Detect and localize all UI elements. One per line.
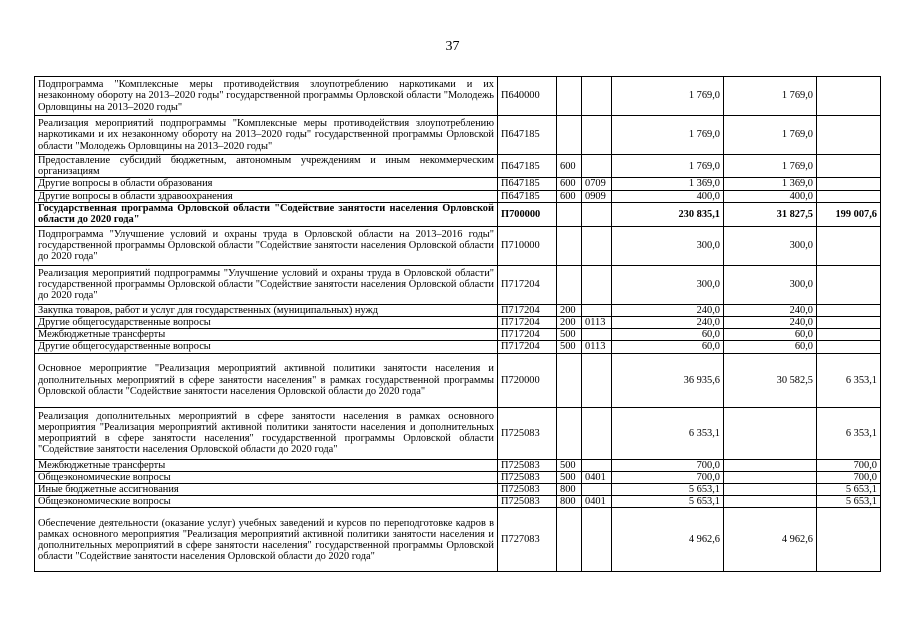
row-amount-federal [817, 226, 881, 265]
row-amount-total: 1 369,0 [612, 178, 724, 190]
row-amount-total: 300,0 [612, 226, 724, 265]
row-name: Общеэкономические вопросы [35, 496, 498, 508]
row-code: П647185 [498, 178, 557, 190]
row-section-code: 0113 [582, 317, 612, 329]
row-amount-total: 400,0 [612, 190, 724, 202]
row-expense-type [557, 77, 582, 116]
table-row [35, 329, 881, 341]
row-section-code [582, 226, 612, 265]
table-row [35, 341, 881, 353]
row-expense-type [557, 226, 582, 265]
row-expense-type: 500 [557, 341, 582, 353]
row-amount-regional: 400,0 [724, 190, 817, 202]
row-code: П717204 [498, 265, 557, 304]
row-amount-federal [817, 329, 881, 341]
table-row [35, 265, 881, 304]
table-row [35, 459, 881, 471]
row-amount-total: 230 835,1 [612, 202, 724, 226]
row-expense-type: 800 [557, 484, 582, 496]
row-section-code [582, 77, 612, 116]
row-code: П717204 [498, 341, 557, 353]
row-amount-regional [724, 496, 817, 508]
row-amount-regional: 1 769,0 [724, 116, 817, 155]
row-amount-total: 60,0 [612, 329, 724, 341]
row-amount-federal: 5 653,1 [817, 484, 881, 496]
row-name: Закупка товаров, работ и услуг для государственных (муниципальных) нужд [35, 304, 498, 316]
row-amount-total: 700,0 [612, 471, 724, 483]
row-amount-regional: 1 369,0 [724, 178, 817, 190]
table-row [35, 77, 881, 116]
table-row [35, 155, 881, 178]
row-section-code [582, 459, 612, 471]
row-amount-regional: 1 769,0 [724, 77, 817, 116]
row-expense-type [557, 508, 582, 572]
row-section-code [582, 265, 612, 304]
row-amount-total: 300,0 [612, 265, 724, 304]
row-code: П647185 [498, 155, 557, 178]
row-amount-total: 1 769,0 [612, 155, 724, 178]
row-amount-total: 240,0 [612, 304, 724, 316]
row-amount-federal [817, 265, 881, 304]
row-expense-type: 500 [557, 329, 582, 341]
row-amount-regional: 1 769,0 [724, 155, 817, 178]
row-amount-total: 6 353,1 [612, 407, 724, 459]
row-section-code [582, 304, 612, 316]
row-code: П717204 [498, 304, 557, 316]
row-amount-regional: 240,0 [724, 304, 817, 316]
row-name: Другие общегосударственные вопросы [35, 341, 498, 353]
row-amount-federal: 6 353,1 [817, 407, 881, 459]
row-expense-type: 600 [557, 155, 582, 178]
row-amount-total: 1 769,0 [612, 116, 724, 155]
row-section-code [582, 353, 612, 407]
row-amount-federal: 5 653,1 [817, 496, 881, 508]
row-expense-type [557, 116, 582, 155]
row-section-code: 0401 [582, 496, 612, 508]
row-code: П647185 [498, 190, 557, 202]
row-code: П717204 [498, 317, 557, 329]
row-name: Общеэкономические вопросы [35, 471, 498, 483]
row-expense-type [557, 265, 582, 304]
row-name: Межбюджетные трансферты [35, 329, 498, 341]
row-amount-regional [724, 459, 817, 471]
table-row [35, 508, 881, 572]
row-amount-federal [817, 155, 881, 178]
row-amount-regional: 300,0 [724, 265, 817, 304]
row-name: Другие общегосударственные вопросы [35, 317, 498, 329]
table-row [35, 304, 881, 316]
row-amount-federal [817, 178, 881, 190]
row-amount-federal: 700,0 [817, 459, 881, 471]
table-row [35, 407, 881, 459]
row-amount-regional: 60,0 [724, 341, 817, 353]
row-amount-federal: 700,0 [817, 471, 881, 483]
row-section-code [582, 508, 612, 572]
row-name: Реализация дополнительных мероприятий в сфере занятости населения в рамках основного мероприятия "Реализация мероприятий активной политики занятости населения и дополнительных мероприятий в сфере занятости населения" государственной программы Орловской области "Содействие занятости населения Орловской области до 2020 года" [35, 407, 498, 459]
row-section-code [582, 484, 612, 496]
row-amount-regional: 4 962,6 [724, 508, 817, 572]
budget-table [34, 76, 881, 572]
row-amount-federal: 6 353,1 [817, 353, 881, 407]
row-amount-federal [817, 304, 881, 316]
row-amount-regional: 240,0 [724, 317, 817, 329]
row-amount-regional [724, 484, 817, 496]
row-expense-type: 600 [557, 190, 582, 202]
row-name: Другие вопросы в области образования [35, 178, 498, 190]
row-section-code [582, 155, 612, 178]
table-body [35, 77, 881, 572]
table-row [35, 202, 881, 226]
row-amount-federal [817, 116, 881, 155]
row-code: П647185 [498, 116, 557, 155]
row-code: П720000 [498, 353, 557, 407]
row-expense-type: 200 [557, 304, 582, 316]
row-name: Другие вопросы в области здравоохранения [35, 190, 498, 202]
row-section-code [582, 329, 612, 341]
row-amount-regional: 60,0 [724, 329, 817, 341]
row-name: Межбюджетные трансферты [35, 459, 498, 471]
row-amount-federal [817, 508, 881, 572]
table-row [35, 496, 881, 508]
row-name: Государственная программа Орловской области "Содействие занятости населения Орловской области до 2020 года" [35, 202, 498, 226]
row-name: Предоставление субсидий бюджетным, автономным учреждениям и иным некоммерческим организациям [35, 155, 498, 178]
row-amount-total: 1 769,0 [612, 77, 724, 116]
row-amount-federal [817, 341, 881, 353]
row-amount-total: 700,0 [612, 459, 724, 471]
row-amount-regional [724, 407, 817, 459]
table-row [35, 116, 881, 155]
table-row [35, 226, 881, 265]
row-amount-regional: 30 582,5 [724, 353, 817, 407]
row-section-code [582, 202, 612, 226]
row-code: П640000 [498, 77, 557, 116]
table-row [35, 353, 881, 407]
row-expense-type [557, 407, 582, 459]
row-expense-type [557, 202, 582, 226]
row-section-code: 0401 [582, 471, 612, 483]
row-name: Реализация мероприятий подпрограммы "Комплексные меры противодействия злоупотреблению наркотиками и их незаконному обороту на 2013–2020 годы" государственной программы Орловской области "Молодежь Орловщины на 2013–2020 годы" [35, 116, 498, 155]
table-row [35, 178, 881, 190]
table-row [35, 471, 881, 483]
row-name: Подпрограмма "Комплексные меры противодействия злоупотреблению наркотиками и их незаконному обороту на 2013–2020 годы" государственной программы Орловской области "Молодежь Орловщины на 2013–2020 годы" [35, 77, 498, 116]
page-number: 37 [445, 39, 460, 54]
table-row [35, 317, 881, 329]
table-row [35, 484, 881, 496]
row-section-code [582, 407, 612, 459]
row-amount-regional [724, 471, 817, 483]
row-amount-total: 5 653,1 [612, 496, 724, 508]
row-name: Основное мероприятие "Реализация мероприятий активной политики занятости населения и дополнительных мероприятий в сфере занятости населения" в рамках государственной программы Орловской области "Содействие занятости населения Орловской области до 2020 года" [35, 353, 498, 407]
row-name: Иные бюджетные ассигнования [35, 484, 498, 496]
row-amount-total: 5 653,1 [612, 484, 724, 496]
row-section-code: 0113 [582, 341, 612, 353]
row-code: П725083 [498, 407, 557, 459]
row-expense-type [557, 353, 582, 407]
row-expense-type: 200 [557, 317, 582, 329]
row-code: П717204 [498, 329, 557, 341]
row-expense-type: 800 [557, 496, 582, 508]
row-name: Подпрограмма "Улучшение условий и охраны труда в Орловской области на 2013–2016 годы" государственной программы Орловской области "Содействие занятости населения Орловской области до 2020 года" [35, 226, 498, 265]
row-amount-total: 4 962,6 [612, 508, 724, 572]
row-amount-regional: 300,0 [724, 226, 817, 265]
row-amount-federal: 199 007,6 [817, 202, 881, 226]
row-expense-type: 500 [557, 471, 582, 483]
table-row [35, 190, 881, 202]
row-expense-type: 600 [557, 178, 582, 190]
row-code: П700000 [498, 202, 557, 226]
row-amount-federal [817, 317, 881, 329]
row-expense-type: 500 [557, 459, 582, 471]
row-amount-regional: 31 827,5 [724, 202, 817, 226]
row-amount-total: 36 935,6 [612, 353, 724, 407]
row-amount-federal [817, 190, 881, 202]
row-amount-federal [817, 77, 881, 116]
row-code: П710000 [498, 226, 557, 265]
row-amount-total: 60,0 [612, 341, 724, 353]
row-amount-total: 240,0 [612, 317, 724, 329]
row-section-code: 0709 [582, 178, 612, 190]
row-section-code [582, 116, 612, 155]
row-name: Реализация мероприятий подпрограммы "Улучшение условий и охраны труда в Орловской области" государственной программы Орловской области "Содействие занятости населения Орловской области до 2020 года" [35, 265, 498, 304]
row-code: П725083 [498, 484, 557, 496]
row-code: П725083 [498, 496, 557, 508]
row-code: П725083 [498, 459, 557, 471]
row-code: П727083 [498, 508, 557, 572]
row-code: П725083 [498, 471, 557, 483]
row-section-code: 0909 [582, 190, 612, 202]
row-name: Обеспечение деятельности (оказание услуг) учебных заведений и курсов по переподготовке кадров в рамках основного мероприятия "Реализация мероприятий активной политики занятости населения и дополнительных мероприятий в сфере занятости населения" государственной программы Орловской области "Содействие занятости населения Орловской области до 2020 года" [35, 508, 498, 572]
